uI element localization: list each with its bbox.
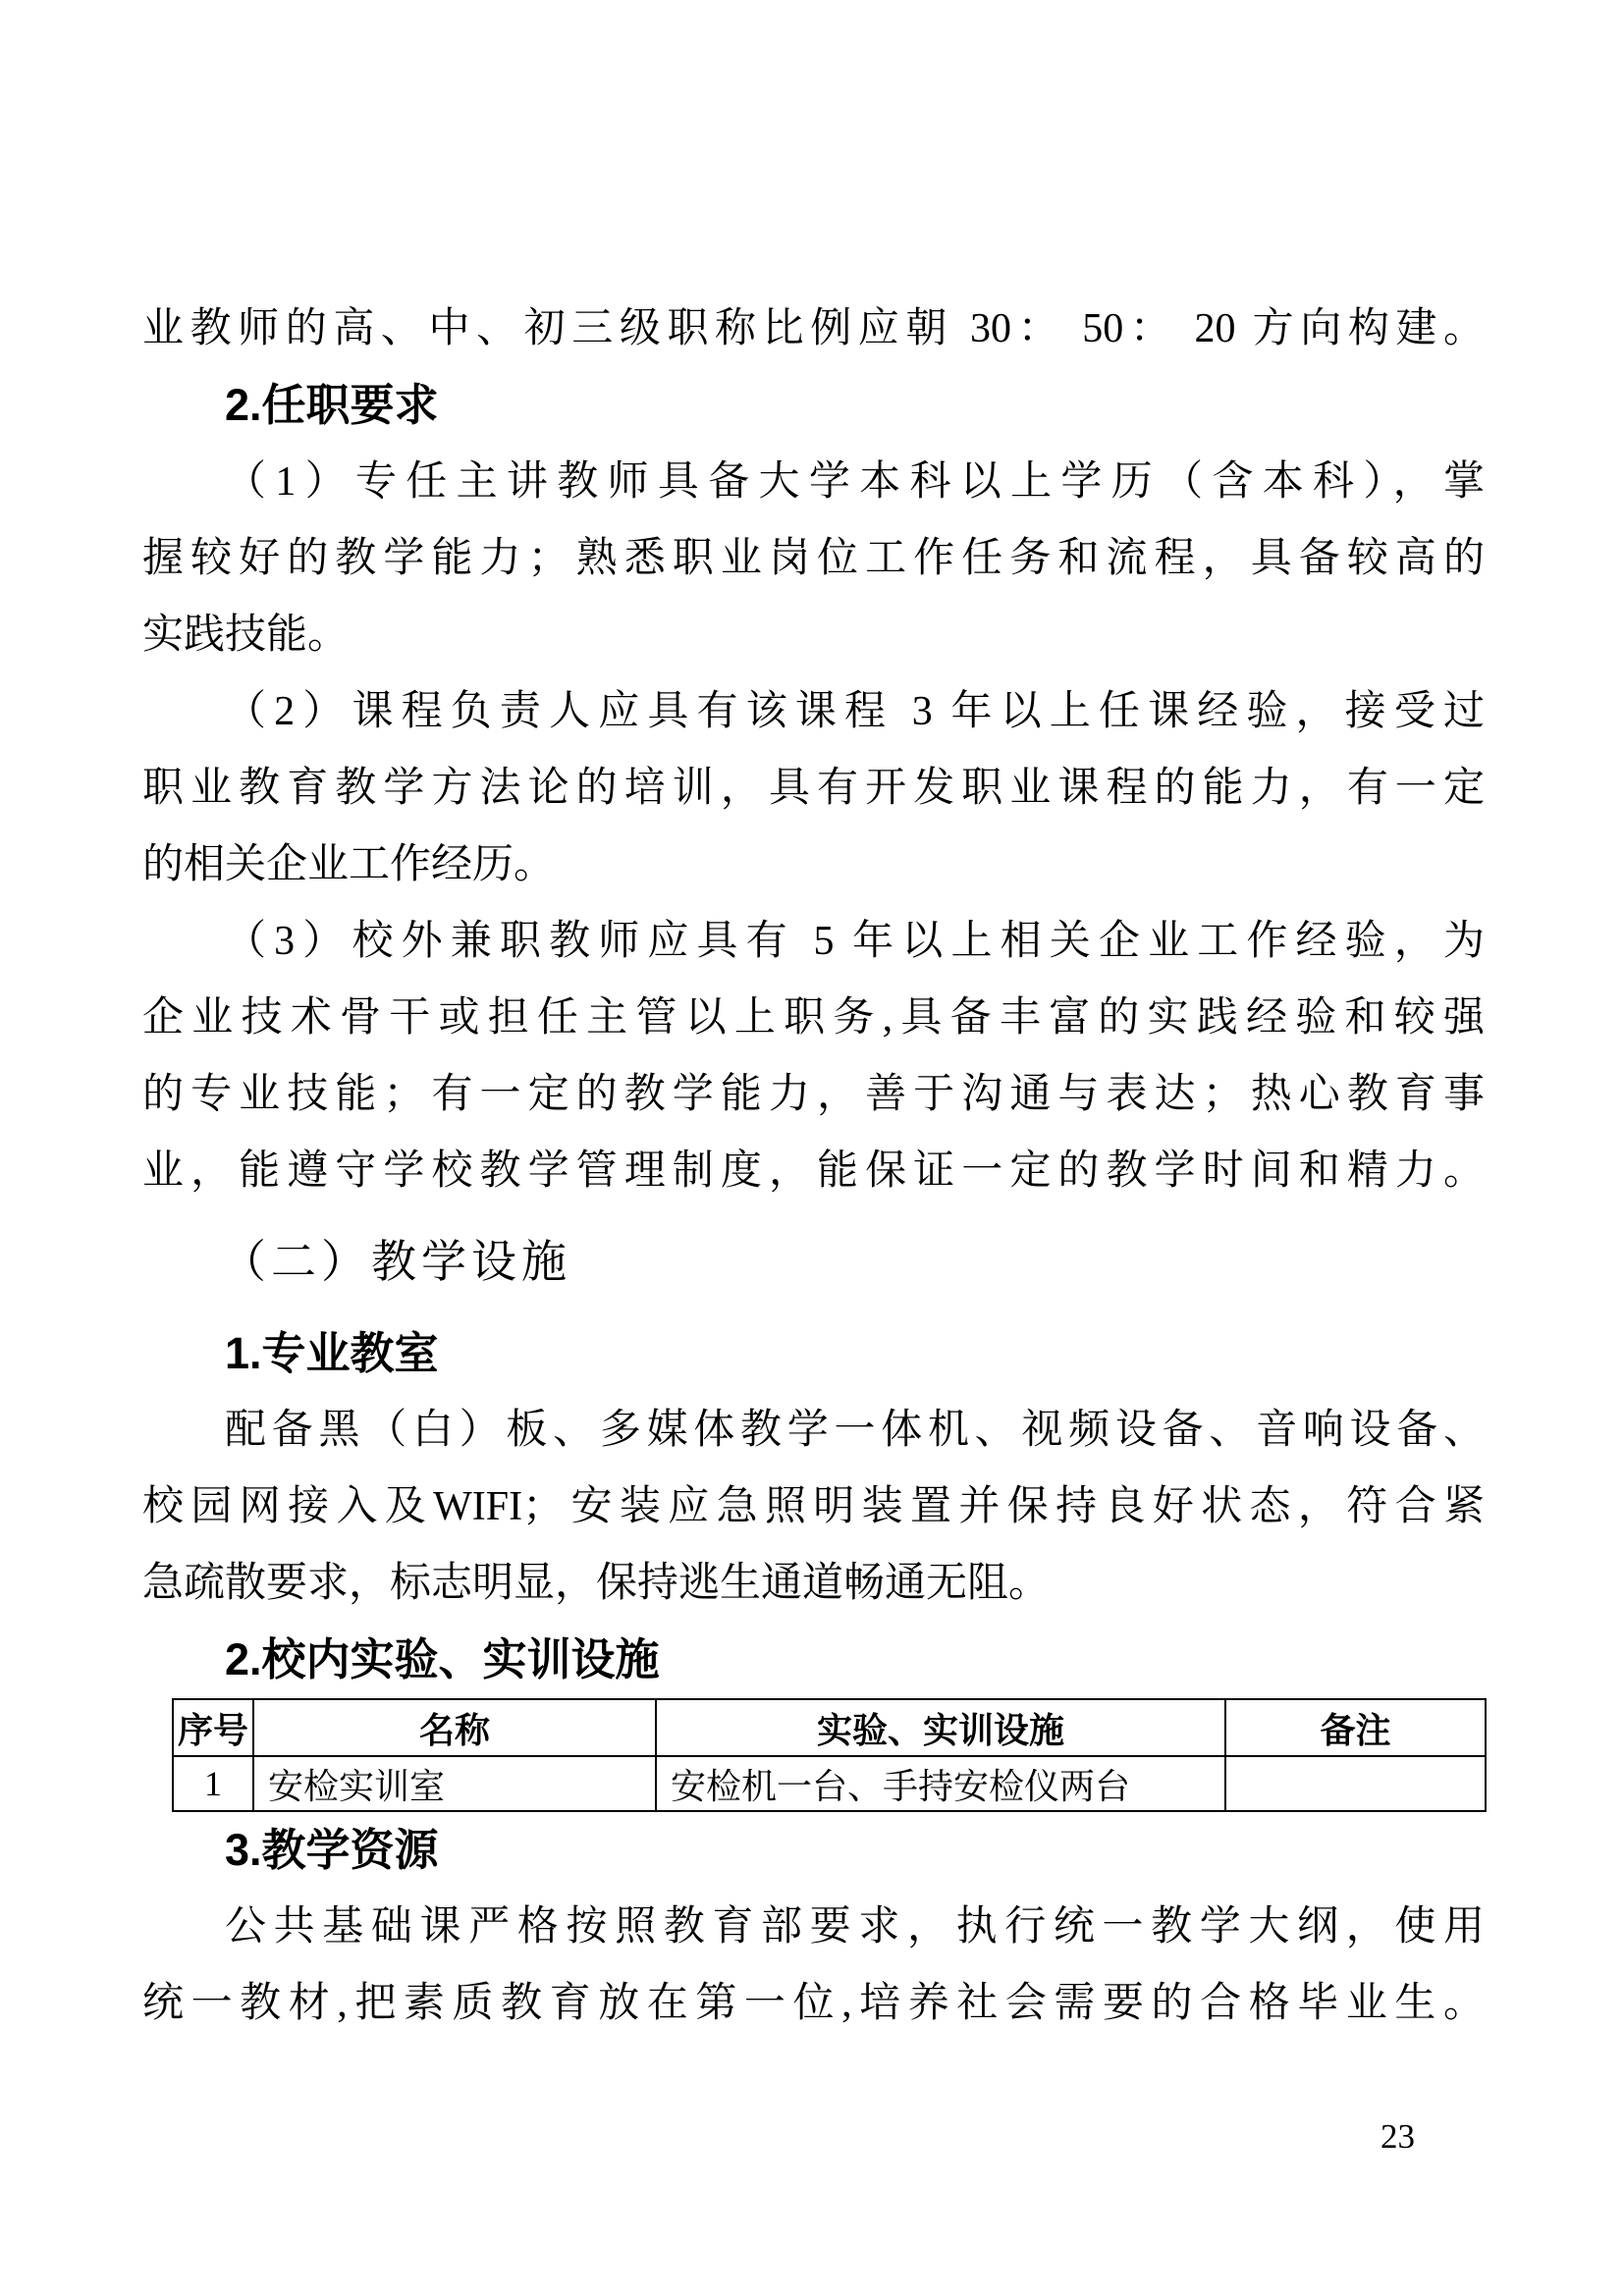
qualification-item3-line2: 企业技术骨干或担任主管以上职务,具备丰富的实践经验和较强 xyxy=(142,995,1485,1041)
resources-line2: 统一教材,把素质教育放在第一位,培养社会需要的合格毕业生。 xyxy=(142,1981,1485,2026)
qualification-item3-line3: 的专业技能；有一定的教学能力，善于沟通与表达；热心教育事 xyxy=(142,1072,1485,1117)
qualification-item1-line2: 握较好的教学能力；熟悉职业岗位工作任务和流程，具备较高的 xyxy=(142,536,1485,581)
heading-qualification-requirements: 2.任职要求 xyxy=(225,380,439,430)
table-cell-name: 安检实训室 xyxy=(253,1756,656,1811)
table-header-equipment: 实验、实训设施 xyxy=(656,1699,1225,1756)
qualification-item1-line3: 实践技能。 xyxy=(142,613,350,658)
heading-campus-training-facilities: 2.校内实验、实训设施 xyxy=(225,1634,660,1684)
table-header-note: 备注 xyxy=(1225,1699,1486,1756)
qualification-item1-line1: （1）专任主讲教师具备大学本科以上学历（含本科），掌 xyxy=(225,459,1485,505)
classroom-line2: 校园网接入及WIFI；安装应急照明装置并保持良好状态，符合紧 xyxy=(142,1484,1485,1529)
table-header-seq: 序号 xyxy=(173,1699,253,1756)
table-row xyxy=(173,1756,1486,1811)
document-body xyxy=(142,291,1485,2042)
table-cell-note xyxy=(1225,1756,1486,1811)
qualification-item2-line2: 职业教育教学方法论的培训，具有开发职业课程的能力，有一定 xyxy=(142,766,1485,811)
page-number: 23 xyxy=(1380,2117,1415,2156)
training-facilities-table xyxy=(172,1698,1487,1812)
qualification-item2-line3: 的相关企业工作经历。 xyxy=(142,842,556,887)
resources-line1: 公共基础课严格按照教育部要求，执行统一教学大纲，使用 xyxy=(225,1904,1485,1949)
heading-teaching-facilities: （二）教学设施 xyxy=(221,1237,571,1287)
classroom-line3: 急疏散要求，标志明显，保持逃生通道畅通无阻。 xyxy=(142,1561,1051,1606)
classroom-line1: 配备黑（白）板、多媒体教学一体机、视频设备、音响设备、 xyxy=(225,1408,1485,1453)
qualification-item3-line4: 业，能遵守学校教学管理制度，能保证一定的教学时间和精力。 xyxy=(142,1148,1485,1194)
heading-teaching-resources: 3.教学资源 xyxy=(225,1825,439,1875)
table-cell-equipment: 安检机一台、手持安检仪两台 xyxy=(656,1756,1225,1811)
qualification-item2-line1: （2）课程负责人应具有该课程 3 年以上任课经验，接受过 xyxy=(225,689,1485,734)
heading-specialized-classroom: 1.专业教室 xyxy=(225,1328,439,1378)
paragraph-continuation-line: 业教师的高、中、初三级职称比例应朝 30： 50： 20 方向构建。 xyxy=(142,306,1485,351)
table-header-row xyxy=(173,1699,1486,1756)
qualification-item3-line1: （3）校外兼职教师应具有 5 年以上相关企业工作经验，为 xyxy=(225,919,1485,964)
table-header-name: 名称 xyxy=(253,1699,656,1756)
table-cell-seq: 1 xyxy=(173,1756,253,1811)
